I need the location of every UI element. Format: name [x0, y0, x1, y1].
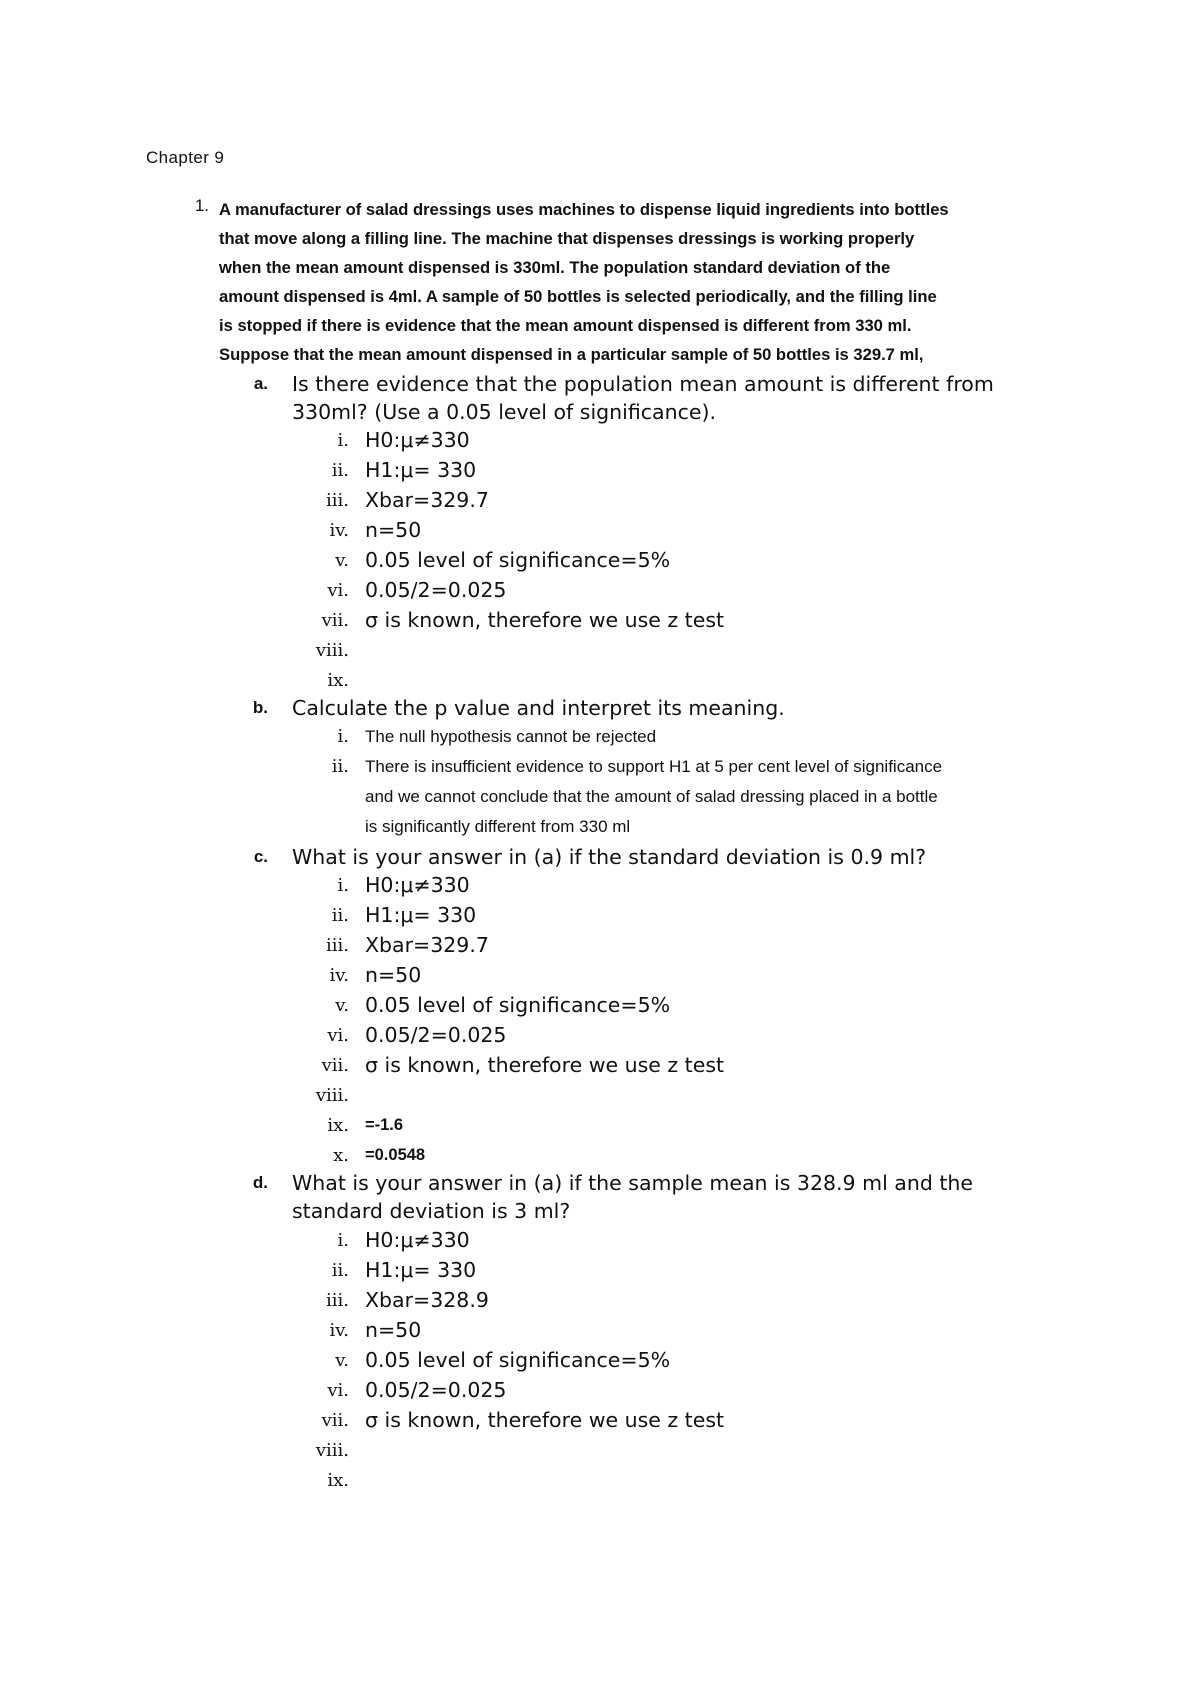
- list-number: vi.: [327, 1025, 349, 1046]
- list-number: ii.: [331, 460, 349, 481]
- list-number: vii.: [321, 610, 349, 631]
- part-a-line: 330ml? (Use a 0.05 level of significance).: [292, 400, 716, 424]
- list-item: =-1.6: [365, 1116, 404, 1134]
- list-item: H0:μ≠330: [365, 1228, 470, 1252]
- part-a-line: Is there evidence that the population mean amount is different from: [292, 372, 994, 396]
- list-item-line: The null hypothesis cannot be rejected: [365, 727, 657, 746]
- list-item: 0.05/2=0.025: [365, 578, 507, 602]
- list-number: vii.: [321, 1055, 349, 1076]
- list-number: ix.: [327, 1470, 349, 1491]
- list-item: 0.05 level of significance=5%: [365, 1348, 671, 1372]
- question-line: Suppose that the mean amount dispensed in a particular sample of 50 bottles is 329.7 ml,: [219, 345, 924, 364]
- question-line: when the mean amount dispensed is 330ml. The population standard deviation of the: [219, 258, 891, 277]
- list-item: σ is known, therefore we use z test: [365, 608, 725, 632]
- part-d-line: standard deviation is 3 ml?: [292, 1199, 571, 1223]
- list-item: σ is known, therefore we use z test: [365, 1408, 725, 1432]
- question-line: is stopped if there is evidence that the mean amount dispensed is different from 330 ml.: [219, 316, 912, 335]
- chapter-heading: Chapter 9: [146, 148, 225, 167]
- list-item: H0:μ≠330: [365, 428, 470, 452]
- list-number: ii.: [331, 756, 349, 777]
- list-item: Xbar=328.9: [365, 1288, 489, 1312]
- part-c-label: c.: [253, 847, 268, 866]
- list-item: 0.05/2=0.025: [365, 1378, 507, 1402]
- list-item: Xbar=329.7: [365, 933, 489, 957]
- list-item: [365, 752, 1085, 842]
- list-item: [365, 722, 1085, 752]
- part-d-text: [292, 1169, 1092, 1225]
- list-number: i.: [337, 430, 349, 451]
- list-item: n=50: [365, 963, 422, 987]
- list-item: H1:μ= 330: [365, 458, 477, 482]
- part-c-text: [292, 843, 1092, 871]
- list-number: iii.: [326, 490, 349, 511]
- list-item: n=50: [365, 518, 422, 542]
- list-item-line: There is insufficient evidence to support H1 at 5 per cent level of significance: [365, 757, 943, 776]
- list-number: i.: [337, 726, 349, 747]
- question-text: [219, 195, 1069, 369]
- list-number: v.: [335, 550, 349, 571]
- question-line: that move along a filling line. The machine that dispenses dressings is working properly: [219, 229, 915, 248]
- part-b-line: Calculate the p value and interpret its meaning.: [292, 696, 785, 720]
- part-c-line: What is your answer in (a) if the standard deviation is 0.9 ml?: [292, 845, 927, 869]
- list-number: i.: [337, 875, 349, 896]
- list-number: iii.: [326, 935, 349, 956]
- list-item: σ is known, therefore we use z test: [365, 1053, 725, 1077]
- list-number: ii.: [331, 905, 349, 926]
- list-number: vii.: [321, 1410, 349, 1431]
- list-item: 0.05 level of significance=5%: [365, 993, 671, 1017]
- list-number: iv.: [329, 1320, 349, 1341]
- list-item: Xbar=329.7: [365, 488, 489, 512]
- list-number: iv.: [329, 520, 349, 541]
- list-item: H1:μ= 330: [365, 1258, 477, 1282]
- list-number: v.: [335, 995, 349, 1016]
- list-number: viii.: [315, 1440, 349, 1461]
- list-number: i.: [337, 1230, 349, 1251]
- question-line: A manufacturer of salad dressings uses machines to dispense liquid ingredients into bottles: [219, 200, 949, 219]
- list-item: n=50: [365, 1318, 422, 1342]
- list-item: H1:μ= 330: [365, 903, 477, 927]
- question-line: amount dispensed is 4ml. A sample of 50 bottles is selected periodically, and the filling line: [219, 287, 937, 306]
- list-number: ii.: [331, 1260, 349, 1281]
- list-item: H0:μ≠330: [365, 873, 470, 897]
- list-item: 0.05 level of significance=5%: [365, 548, 671, 572]
- list-number: iv.: [329, 965, 349, 986]
- list-number: iii.: [326, 1290, 349, 1311]
- list-number: ix.: [327, 670, 349, 691]
- part-d-label: d.: [252, 1173, 268, 1192]
- list-number: ix.: [327, 1115, 349, 1136]
- part-b-text: [292, 694, 1092, 722]
- part-b-label: b.: [252, 698, 268, 717]
- part-d-line: What is your answer in (a) if the sample mean is 328.9 ml and the: [292, 1171, 974, 1195]
- list-number: vi.: [327, 1380, 349, 1401]
- list-item-line: and we cannot conclude that the amount of salad dressing placed in a bottle: [365, 787, 938, 806]
- list-number: x.: [333, 1145, 349, 1166]
- list-number: viii.: [315, 1085, 349, 1106]
- list-number: v.: [335, 1350, 349, 1371]
- list-item: =0.0548: [365, 1146, 426, 1164]
- list-number: vi.: [327, 580, 349, 601]
- part-a-text: [292, 370, 1092, 426]
- question-number: 1.: [194, 196, 209, 215]
- list-number: viii.: [315, 640, 349, 661]
- list-item-line: is significantly different from 330 ml: [365, 817, 631, 836]
- list-item: 0.05/2=0.025: [365, 1023, 507, 1047]
- part-a-label: a.: [253, 374, 268, 393]
